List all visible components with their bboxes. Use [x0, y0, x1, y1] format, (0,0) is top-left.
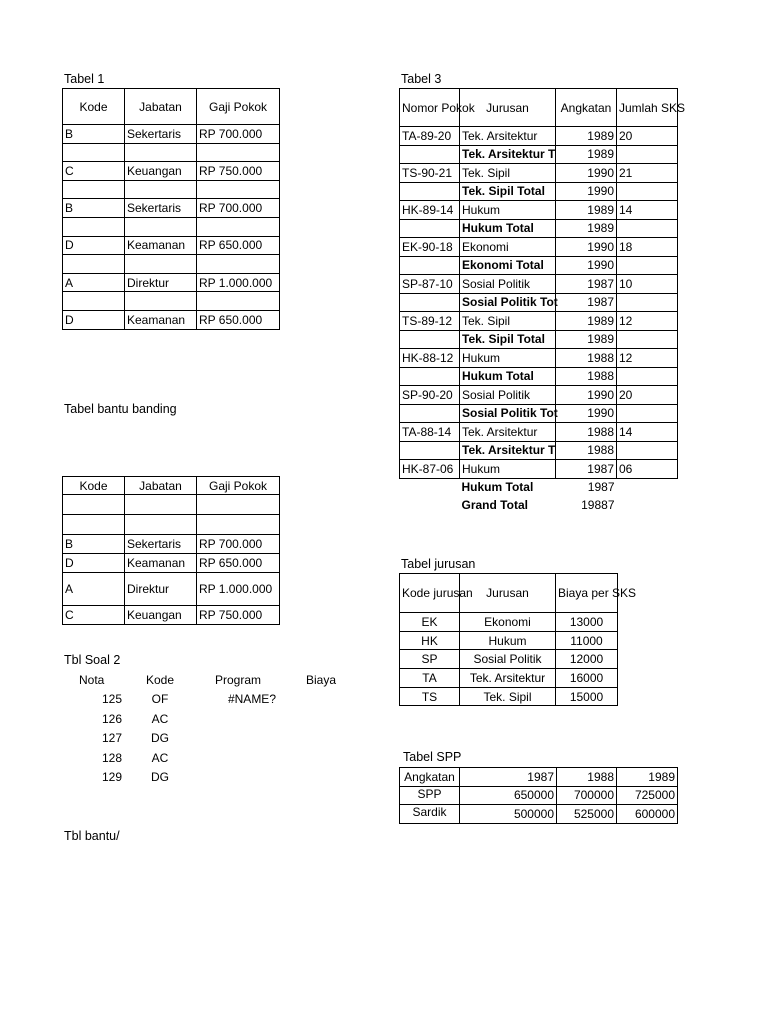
- table-cell[interactable]: 06: [617, 460, 678, 479]
- table-cell[interactable]: [617, 404, 678, 423]
- header-cell[interactable]: Jurusan: [460, 89, 556, 127]
- empty-cell: [400, 478, 460, 496]
- empty-cell: [400, 496, 460, 514]
- table-cell[interactable]: Tek. Sipil Total: [460, 182, 556, 201]
- table-cell[interactable]: RP 700.000: [197, 199, 280, 218]
- table-row: [63, 273, 280, 292]
- table-cell[interactable]: HK-89-14: [400, 201, 460, 220]
- table-row: [400, 349, 678, 368]
- table-row: [62, 768, 362, 788]
- table-cell[interactable]: RP 650.000: [197, 236, 280, 255]
- table-cell[interactable]: [280, 729, 362, 749]
- table-row: [62, 729, 362, 749]
- table-cell[interactable]: 1990: [556, 182, 617, 201]
- table-cell[interactable]: 1990: [556, 386, 617, 405]
- table-cell[interactable]: B: [63, 125, 125, 144]
- subtotal-row: [400, 404, 678, 423]
- table-cell[interactable]: [617, 293, 678, 312]
- table-cell[interactable]: [400, 441, 460, 460]
- table-cell[interactable]: AC: [151, 750, 169, 765]
- table-cell[interactable]: [125, 292, 197, 311]
- tabel-jurusan-title: Tabel jurusan: [401, 557, 476, 571]
- table-cell[interactable]: Sardik: [400, 805, 460, 824]
- table-cell[interactable]: [400, 182, 460, 201]
- table-row: [63, 535, 280, 554]
- table-cell[interactable]: Hukum Total: [460, 367, 556, 386]
- table-row: [400, 687, 618, 706]
- tabel-spp-title: Tabel SPP: [403, 750, 462, 764]
- table-cell[interactable]: [280, 690, 362, 710]
- tabel1-title: Tabel 1: [64, 72, 105, 86]
- table-cell[interactable]: Direktur: [125, 573, 197, 606]
- table-cell[interactable]: SP-87-10: [400, 275, 460, 294]
- subtotal-row: [400, 219, 678, 238]
- table-cell[interactable]: 1987: [556, 275, 617, 294]
- header-row: [63, 477, 280, 495]
- table-cell[interactable]: [617, 145, 678, 164]
- table-cell[interactable]: TS-90-21: [400, 164, 460, 183]
- empty-cell: [617, 496, 678, 514]
- table-cell[interactable]: Keamanan: [125, 554, 197, 573]
- table-cell[interactable]: HK: [400, 631, 460, 650]
- table-cell[interactable]: 600000: [617, 805, 678, 824]
- table-cell[interactable]: Tek. Arsitektur: [460, 423, 556, 442]
- table-cell[interactable]: 700000: [557, 786, 617, 805]
- table-row: [63, 310, 280, 329]
- table-cell[interactable]: 13000: [556, 613, 618, 632]
- table-cell[interactable]: Tek. Arsitektur T: [460, 145, 556, 164]
- table-row: [63, 180, 280, 199]
- table-cell[interactable]: 1987: [587, 480, 615, 495]
- table-cell[interactable]: Keamanan: [125, 310, 197, 329]
- table-cell[interactable]: Sosial Politik: [460, 386, 556, 405]
- subtotal-row: [400, 441, 678, 460]
- table-cell[interactable]: Sekertaris: [125, 199, 197, 218]
- table-cell[interactable]: 14: [617, 201, 678, 220]
- header-cell[interactable]: Gaji Pokok: [197, 477, 280, 495]
- table-cell[interactable]: EK-90-18: [400, 238, 460, 257]
- header-row: [400, 89, 678, 127]
- table-cell[interactable]: [400, 145, 460, 164]
- table-row: [400, 201, 678, 220]
- table-cell[interactable]: 1988: [557, 768, 617, 787]
- table-row: [63, 125, 280, 144]
- table-cell[interactable]: RP 1.000.000: [197, 573, 280, 606]
- header-cell[interactable]: Gaji Pokok: [197, 89, 280, 125]
- table-row: [400, 127, 678, 146]
- header-cell[interactable]: Jurusan: [460, 574, 556, 613]
- table-cell[interactable]: [125, 217, 197, 236]
- table-cell[interactable]: Hukum: [460, 349, 556, 368]
- table-cell[interactable]: 1987: [460, 768, 557, 787]
- table-cell[interactable]: 12: [617, 349, 678, 368]
- table-cell[interactable]: 1990: [556, 164, 617, 183]
- table-cell[interactable]: [197, 292, 280, 311]
- table-row: [400, 460, 678, 479]
- table-cell[interactable]: 14: [617, 423, 678, 442]
- header-cell[interactable]: Biaya: [305, 672, 337, 687]
- table-cell[interactable]: [400, 330, 460, 349]
- table-cell[interactable]: [63, 180, 125, 199]
- table-cell[interactable]: Hukum Total: [460, 219, 556, 238]
- table-cell[interactable]: Sosial Politik Tot: [460, 293, 556, 312]
- table-row: [63, 495, 280, 515]
- table-cell[interactable]: Keuangan: [125, 162, 197, 181]
- table-cell[interactable]: DG: [151, 731, 169, 746]
- table-cell[interactable]: [280, 709, 362, 729]
- table-cell[interactable]: A: [63, 573, 125, 606]
- table-cell[interactable]: 1989: [556, 312, 617, 331]
- subtotal-row: [400, 145, 678, 164]
- subtotal-row: [400, 293, 678, 312]
- table-cell[interactable]: AC: [151, 711, 169, 726]
- header-row: [63, 89, 280, 125]
- tabel1: [62, 88, 280, 330]
- table-cell[interactable]: [280, 768, 362, 788]
- table-cell[interactable]: C: [63, 606, 125, 625]
- table-cell[interactable]: 1990: [556, 404, 617, 423]
- header-cell[interactable]: Jumlah SKS: [617, 89, 678, 127]
- table-cell[interactable]: [197, 217, 280, 236]
- table-cell[interactable]: [400, 293, 460, 312]
- table-cell[interactable]: [197, 495, 280, 515]
- header-row: [62, 670, 362, 690]
- table-row: [63, 162, 280, 181]
- table-cell[interactable]: 127: [101, 731, 122, 746]
- table-cell[interactable]: 11000: [556, 631, 618, 650]
- table-cell[interactable]: Keuangan: [125, 606, 197, 625]
- table-cell[interactable]: Sekertaris: [125, 535, 197, 554]
- table-cell[interactable]: [400, 256, 460, 275]
- table-cell[interactable]: [196, 729, 280, 749]
- table-cell[interactable]: 1990: [556, 256, 617, 275]
- table-cell[interactable]: [617, 219, 678, 238]
- table-cell[interactable]: [125, 515, 197, 535]
- table-cell[interactable]: 21: [617, 164, 678, 183]
- table-cell[interactable]: RP 700.000: [197, 535, 280, 554]
- table-row: [63, 217, 280, 236]
- table-cell[interactable]: 725000: [617, 786, 678, 805]
- table-cell[interactable]: 1989: [617, 768, 678, 787]
- table-cell[interactable]: D: [63, 236, 125, 255]
- table-cell[interactable]: 16000: [556, 669, 618, 688]
- table-cell[interactable]: RP 750.000: [197, 162, 280, 181]
- table-row: [400, 613, 618, 632]
- table-cell[interactable]: 650000: [460, 786, 557, 805]
- table-cell[interactable]: [280, 748, 362, 768]
- table-row: [63, 573, 280, 606]
- table-cell[interactable]: TA-89-20: [400, 127, 460, 146]
- table-cell[interactable]: [617, 256, 678, 275]
- table-cell[interactable]: 12: [617, 312, 678, 331]
- table-cell[interactable]: Keamanan: [125, 236, 197, 255]
- table-cell[interactable]: [63, 495, 125, 515]
- table-cell[interactable]: [125, 180, 197, 199]
- table-cell[interactable]: Sosial Politik: [460, 275, 556, 294]
- table-cell[interactable]: HK-87-06: [400, 460, 460, 479]
- table-row: [63, 143, 280, 162]
- table-cell[interactable]: 20: [617, 127, 678, 146]
- table-cell[interactable]: Tek. Arsitektur: [460, 669, 556, 688]
- table-cell[interactable]: [400, 404, 460, 423]
- header-cell[interactable]: Kode: [63, 89, 125, 125]
- table-cell[interactable]: TS-89-12: [400, 312, 460, 331]
- table-row: [63, 255, 280, 274]
- table-cell[interactable]: HK-88-12: [400, 349, 460, 368]
- table-cell[interactable]: D: [63, 554, 125, 573]
- table-cell[interactable]: [617, 182, 678, 201]
- table-row: [62, 748, 362, 768]
- tbl-soal-2: [62, 670, 362, 787]
- table-cell[interactable]: Tek. Sipil: [460, 687, 556, 706]
- header-cell[interactable]: Biaya per SKS: [556, 574, 618, 613]
- table-cell[interactable]: Tek. Sipil Total: [460, 330, 556, 349]
- table-cell[interactable]: [196, 748, 280, 768]
- table-cell[interactable]: Tek. Sipil: [460, 164, 556, 183]
- table-cell[interactable]: [196, 709, 280, 729]
- table-cell[interactable]: 1989: [556, 201, 617, 220]
- table-cell[interactable]: C: [63, 162, 125, 181]
- table-cell[interactable]: Tek. Sipil: [460, 312, 556, 331]
- table-cell[interactable]: #NAME?: [227, 692, 276, 707]
- table-cell[interactable]: Ekonomi: [460, 613, 556, 632]
- tabel-bantu-banding: [62, 476, 280, 625]
- table-row: [400, 423, 678, 442]
- header-cell[interactable]: Program: [214, 672, 261, 687]
- table-cell[interactable]: SP-90-20: [400, 386, 460, 405]
- tabel-spp: [399, 767, 678, 824]
- tabel3: [399, 88, 686, 514]
- total-row: [400, 496, 678, 514]
- table-cell[interactable]: [617, 441, 678, 460]
- table-row: [400, 164, 678, 183]
- table-row: [400, 312, 678, 331]
- table-row: [400, 631, 618, 650]
- table-cell[interactable]: 128: [101, 750, 122, 765]
- table-row: [63, 606, 280, 625]
- header-cell[interactable]: Kode: [63, 477, 125, 495]
- table-cell[interactable]: Tek. Arsitektur T: [460, 441, 556, 460]
- table-cell[interactable]: 1990: [556, 238, 617, 257]
- table-cell[interactable]: Sekertaris: [125, 125, 197, 144]
- table-cell[interactable]: RP 650.000: [197, 310, 280, 329]
- table-cell[interactable]: SP: [400, 650, 460, 669]
- tabel3-title: Tabel 3: [401, 72, 442, 86]
- table-cell[interactable]: 15000: [556, 687, 618, 706]
- header-cell[interactable]: Kode jurusan: [400, 574, 460, 613]
- table-cell[interactable]: 18: [617, 238, 678, 257]
- table-row: [63, 292, 280, 311]
- table-row: [400, 650, 618, 669]
- table-cell[interactable]: 1989: [556, 145, 617, 164]
- table-cell[interactable]: D: [63, 310, 125, 329]
- table-cell[interactable]: EK: [400, 613, 460, 632]
- total-row: [400, 478, 678, 496]
- table-row: [63, 515, 280, 535]
- table-row: [63, 554, 280, 573]
- table-cell[interactable]: 10: [617, 275, 678, 294]
- table-cell[interactable]: Angkatan: [400, 768, 460, 787]
- table-cell[interactable]: DG: [151, 770, 169, 785]
- table-cell[interactable]: 1988: [556, 441, 617, 460]
- table-cell[interactable]: [196, 768, 280, 788]
- subtotal-row: [400, 367, 678, 386]
- table-cell[interactable]: Grand Total: [461, 497, 528, 512]
- table-cell[interactable]: Hukum: [460, 631, 556, 650]
- table-cell[interactable]: [197, 515, 280, 535]
- table-cell[interactable]: 1989: [556, 219, 617, 238]
- empty-cell: [617, 478, 678, 496]
- table-cell[interactable]: TA: [400, 669, 460, 688]
- table-cell[interactable]: RP 650.000: [197, 554, 280, 573]
- table-row: [62, 709, 362, 729]
- table-cell[interactable]: 500000: [460, 805, 557, 824]
- table-cell[interactable]: Ekonomi: [460, 238, 556, 257]
- tabel-bantu-banding-title: Tabel bantu banding: [64, 402, 177, 416]
- tbl-bantu-title: Tbl bantu/: [64, 829, 120, 843]
- table-cell[interactable]: [197, 255, 280, 274]
- table-cell[interactable]: TA-88-14: [400, 423, 460, 442]
- header-cell[interactable]: Nomor Pokok: [400, 89, 460, 127]
- table-row: [62, 690, 362, 710]
- table-cell[interactable]: B: [63, 535, 125, 554]
- table-cell[interactable]: 20: [617, 386, 678, 405]
- table-cell[interactable]: [197, 143, 280, 162]
- table-cell[interactable]: 525000: [557, 805, 617, 824]
- table-row: [63, 236, 280, 255]
- table-cell[interactable]: OF: [151, 692, 169, 707]
- table-cell[interactable]: Direktur: [125, 273, 197, 292]
- table-row: [400, 669, 618, 688]
- table-cell[interactable]: [125, 143, 197, 162]
- table-cell[interactable]: SPP: [400, 786, 460, 805]
- table-cell[interactable]: [63, 143, 125, 162]
- header-cell[interactable]: Jabatan: [125, 477, 197, 495]
- table-cell[interactable]: Sosial Politik: [460, 650, 556, 669]
- table-cell[interactable]: [125, 255, 197, 274]
- table-cell[interactable]: 1988: [556, 349, 617, 368]
- table-cell[interactable]: 1988: [556, 423, 617, 442]
- table-cell[interactable]: [617, 367, 678, 386]
- table-cell[interactable]: RP 750.000: [197, 606, 280, 625]
- header-cell[interactable]: Kode: [145, 672, 175, 687]
- table-cell[interactable]: [617, 330, 678, 349]
- table-cell[interactable]: [400, 219, 460, 238]
- table-cell[interactable]: 1987: [556, 460, 617, 479]
- header-row: [400, 574, 618, 613]
- table-cell[interactable]: Sosial Politik Tot: [460, 404, 556, 423]
- table-cell[interactable]: 125: [101, 692, 122, 707]
- tbl-soal-2-title: Tbl Soal 2: [64, 653, 121, 667]
- table-cell[interactable]: A: [63, 273, 125, 292]
- table-cell[interactable]: [63, 292, 125, 311]
- table-row: [400, 768, 678, 787]
- subtotal-row: [400, 182, 678, 201]
- subtotal-row: [400, 256, 678, 275]
- header-cell[interactable]: Angkatan: [556, 89, 617, 127]
- table-cell[interactable]: Hukum Total: [461, 480, 534, 495]
- table-cell[interactable]: TS: [400, 687, 460, 706]
- table-cell[interactable]: 126: [101, 711, 122, 726]
- table-row: [400, 386, 678, 405]
- table-cell[interactable]: 12000: [556, 650, 618, 669]
- table-cell[interactable]: [197, 180, 280, 199]
- header-cell[interactable]: Jabatan: [125, 89, 197, 125]
- table-row: [400, 275, 678, 294]
- table-row: [400, 238, 678, 257]
- header-cell[interactable]: Nota: [79, 672, 105, 687]
- table-cell[interactable]: 1987: [556, 293, 617, 312]
- subtotal-row: [400, 330, 678, 349]
- table-cell[interactable]: [400, 367, 460, 386]
- table-cell[interactable]: Hukum: [460, 201, 556, 220]
- table-row: [63, 199, 280, 218]
- table-cell[interactable]: [63, 255, 125, 274]
- table-cell[interactable]: 1988: [556, 367, 617, 386]
- table-cell[interactable]: RP 700.000: [197, 125, 280, 144]
- table-cell[interactable]: [125, 495, 197, 515]
- table-row: [400, 805, 678, 824]
- tabel-jurusan: [399, 573, 637, 706]
- table-cell[interactable]: Ekonomi Total: [460, 256, 556, 275]
- table-cell[interactable]: 1989: [556, 330, 617, 349]
- table-cell[interactable]: RP 1.000.000: [197, 273, 280, 292]
- table-cell[interactable]: 129: [101, 770, 122, 785]
- table-cell[interactable]: Tek. Arsitektur: [460, 127, 556, 146]
- table-cell[interactable]: 19887: [581, 497, 615, 512]
- table-cell[interactable]: B: [63, 199, 125, 218]
- table-cell[interactable]: [63, 515, 125, 535]
- table-cell[interactable]: Hukum: [460, 460, 556, 479]
- table-cell[interactable]: [63, 217, 125, 236]
- table-row: [400, 786, 678, 805]
- table-cell[interactable]: 1989: [556, 127, 617, 146]
